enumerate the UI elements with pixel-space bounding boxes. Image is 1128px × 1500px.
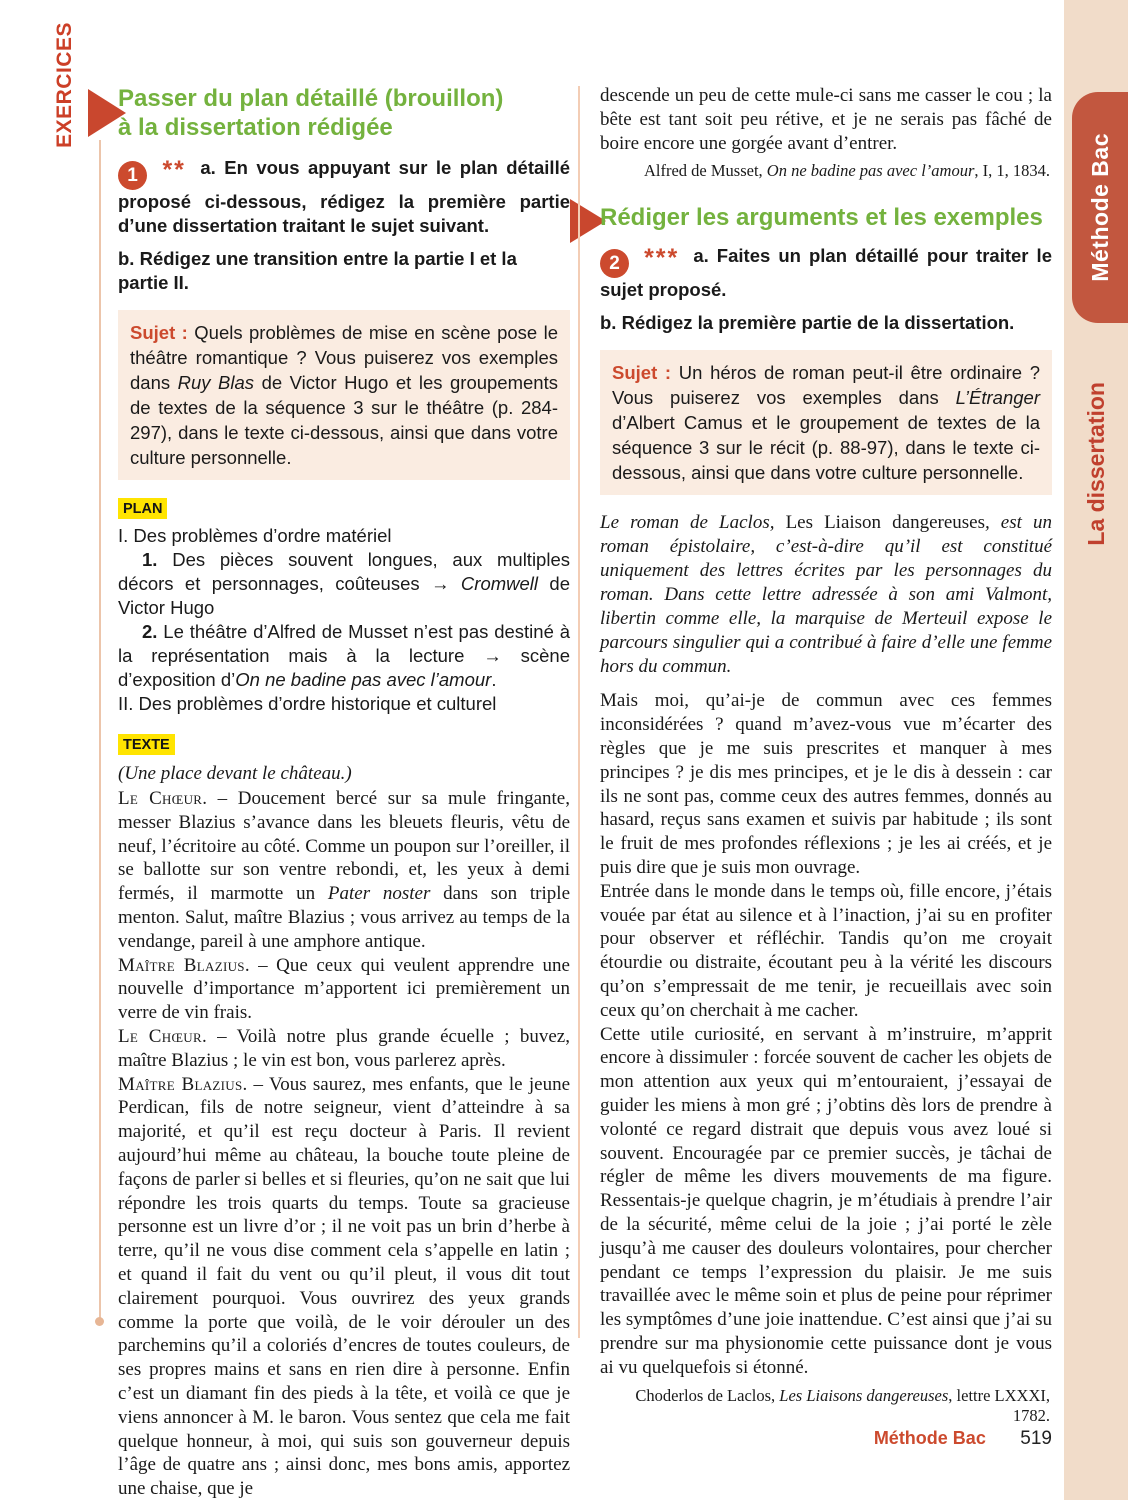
page-footer	[600, 1428, 1052, 1450]
sujet-label: Sujet :	[130, 322, 188, 343]
play-paragraph: Le Chœur. – Voilà notre plus grande écuelle ; buvez, maître Blazius ; le vin est bon, vous parlerez après.	[118, 1025, 570, 1071]
sujet-label: Sujet :	[612, 362, 672, 384]
footer-section-label: Méthode Bac	[873, 1428, 986, 1448]
section-heading-2	[600, 203, 1052, 232]
exercise-2-difficulty-stars: ***	[644, 244, 680, 273]
exercise-1-question-b: b. Rédigez une transition entre la partie I et la partie II.	[118, 248, 517, 293]
play-paragraph: Maître Blazius. – Vous saurez, mes enfants, que le jeune Perdican, fils de notre seigneur, vient d’atteindre à sa majorité, et qu’il est reçu docteur à Paris. Il revient aujourd’hui même au château, la bouche toute pleine de façons de parler si belles et si fleuries, qu’on ne sait que lui répondre les trois quarts du temps. Toute sa gracieuse personne est un livre d’or ; il ne voit pas un brin d’herbe à terre, qu’il ne vous dise comment cela s’appelle en latin ; et quand il fait du vent ou qu’il pleut, il vous dit tout clairement pourquoi. Vous ouvrirez des yeux grands comme la porte que voilà, de le voir dérouler un des parchemins qu’il a coloriés d’encres de toutes couleurs, de ses propres mains et sans en rien dire à personne. Enfin c’est un diamant fin des pieds à la tête, et voilà ce que je viens annoncer à M. le baron. Vous sentez que cela me fait quelque honneur, à moi, qui suis son gouverneur depuis l’âge de quatre ans ; ainsi donc, mes bons amis, apportez une chaise, que je	[118, 1073, 570, 1500]
exercise-1-difficulty-stars: **	[162, 156, 186, 184]
letter-paragraph: Cette utile curiosité, en servant à m’instruire, m’apprit encore à dissimuler : forcée souvent de cacher les objets de mon attention aux yeux qui m’entouraient, j’essayai de guider les miens à mon gré ; j’obtins dès lors de prendre à volonté ce regard distrait que depuis vous avez loué si souvent. Encouragée par ce premier succès, je tâchai de régler de même les divers mouvements de ma figure. Ressentais-je quelque chagrin, je m’étudiais à prendre l’air de la sécurité, même celui de la joie ; j’ai porté le zèle jusqu’à me causer des douleurs volontaires, pour chercher pendant ce temps l’expression du plaisir. Je me suis travaillée avec le même soin et plus de peine pour réprimer les symptômes d’une joie inattendue. C’est ainsi que j’ai su prendre sur ma physionomie cette puissance dont je vous ai vu quelquefois si étonné.	[600, 1023, 1052, 1378]
section-heading-2-text: Rédiger les arguments et les exemples	[600, 204, 1043, 232]
plan-item: I. Des problèmes d’ordre matériel	[118, 525, 392, 546]
sujet-box-1	[118, 310, 570, 480]
letter-paragraph: Mais moi, qu’ai-je de commun avec ces femmes inconsidérées ? quand m’avez-vous vue m’écarter des règles que je me suis prescrites et manquer à mes principes ? je dis mes principes, et je le dis à dessein : car ils ne sont pas, comme ceux des autres femmes, donnés au hasard, reçus sans examen et suivis par habitude ; ils sont le fruit de mes profondes réflexions ; je les ai créés, et je puis dire que je suis mon ouvrage.	[600, 690, 1052, 878]
plan-item: 2. Le théâtre d’Alfred de Musset n’est pas destiné à la représentation mais à la lecture → scène d’exposition d’On ne badine pas avec l’amour.	[118, 621, 570, 690]
footer-page-number: 519	[1020, 1428, 1052, 1449]
tab-la-dissertation	[1064, 346, 1128, 582]
tab-methode-bac-label: Méthode Bac	[1086, 133, 1113, 282]
sujet-box-2	[600, 350, 1052, 495]
sujet-text: Un héros de roman peut-il être ordinaire ? Vous puiserez vos exemples dans L’Étranger d’Albert Camus et le groupement de textes de la séquence 3 sur le récit (p. 88-97), dans le texte ci-dessous, ainsi que dans votre culture personnelle.	[612, 362, 1041, 484]
source-attribution-musset: Alfred de Musset, On ne badine pas avec l’amour, I, 1, 1834.	[643, 161, 1050, 181]
exercise-1-question-a	[118, 156, 570, 238]
column-divider	[578, 86, 580, 1338]
texte-tag: TEXTE	[118, 734, 175, 755]
chapeau-introduction: Le roman de Laclos, Les Liaison dangereuses, est un roman épistolaire, c’est-à-dire qu’il est constitué uniquement des lettres écrites par les personnages du roman. Dans cette lettre adressée à son ami Valmont, libertin comme elle, la marquise de Merteuil expose le parcours singulier qui a contribué à faire d’elle une femme hors du commun.	[600, 512, 1052, 678]
plan-item: 1. Des pièces souvent longues, aux multiples décors et personnages, coûteuses → Cromwell de Victor Hugo	[118, 549, 570, 618]
play-paragraph: Maître Blazius. – Que ceux qui veulent apprendre une nouvelle d’importance m’apportent ici premièrement un verre de vin frais.	[118, 954, 570, 1024]
exercise-1-question-a-text: a. En vous appuyant sur le plan détaillé proposé ci-dessous, rédigez la première partie d’une dissertation traitant le sujet suivant.	[118, 157, 571, 236]
tab-la-dissertation-label: La dissertation	[1082, 382, 1109, 546]
exercise-1-number-badge: 1	[118, 161, 147, 190]
source-attribution-laclos: Choderlos de Laclos, Les Liaisons dangereuses, lettre LXXXI, 1782.	[635, 1385, 1050, 1425]
plan-item: II. Des problèmes d’ordre historique et culturel	[118, 693, 497, 714]
left-column	[118, 84, 570, 1500]
play-paragraph: Le Chœur. – Doucement bercé sur sa mule fringante, messer Blazius s’avance dans les bleuets fleuris, vêtu de neuf, l’écritoire au côté. Comme un poupon sur l’oreiller, il se ballotte sur son ventre rebondi, et, les yeux à demi fermés, il marmotte un Pater noster dans son triple menton. Salut, maître Blazius ; vous arrivez au temps de la vendange, pareil à une amphore antique.	[118, 788, 570, 952]
letter-paragraph: Entrée dans le monde dans le temps où, fille encore, j’étais vouée par état au silence et à l’inaction, j’ai su en profiter pour observer et réfléchir. Tandis qu’on me croyait étourdie ou distraite, écoutant peu à la vérité les discours qu’on s’empressait de me tenir, je recueillais avec soin ceux qu’on cherchait à me cacher.	[600, 880, 1052, 1021]
exercise-2-number-badge: 2	[600, 249, 629, 278]
right-column	[600, 84, 1052, 1426]
section-heading-1-line1: Passer du plan détaillé (brouillon)	[118, 85, 504, 112]
exercise-2-question-a	[600, 244, 1052, 302]
stage-direction: (Une place devant le château.)	[118, 763, 352, 784]
exercises-side-label	[44, 22, 86, 148]
sujet-text: Quels problèmes de mise en scène pose le théâtre romantique ? Vous puiserez vos exemples dans Ruy Blas de Victor Hugo et les groupements de textes de la séquence 3 sur le théâtre (p. 284-297), dans le texte ci-dessous, ainsi que dans votre culture personnelle.	[130, 322, 559, 468]
exercises-side-label-text: EXERCICES	[53, 22, 76, 148]
tab-methode-bac	[1072, 92, 1128, 323]
exercise-2-question-a-text: a. Faites un plan détaillé pour traiter le sujet proposé.	[600, 245, 1052, 301]
section-heading-1	[118, 84, 570, 142]
plan-tag: PLAN	[118, 498, 167, 519]
play-paragraph-continuation: descende un peu de cette mule-ci sans me casser le cou ; la bête est tant soit peu rétive, et je ne serais pas fâché de boire encore une gorgée avant d’entrer.	[600, 85, 1052, 154]
left-margin-rule	[99, 140, 101, 1320]
exercise-2-question-b: b. Rédigez la première partie de la dissertation.	[600, 312, 1015, 334]
section-heading-1-line2: à la dissertation rédigée	[118, 114, 393, 141]
left-margin-rule-dot	[95, 1317, 104, 1326]
